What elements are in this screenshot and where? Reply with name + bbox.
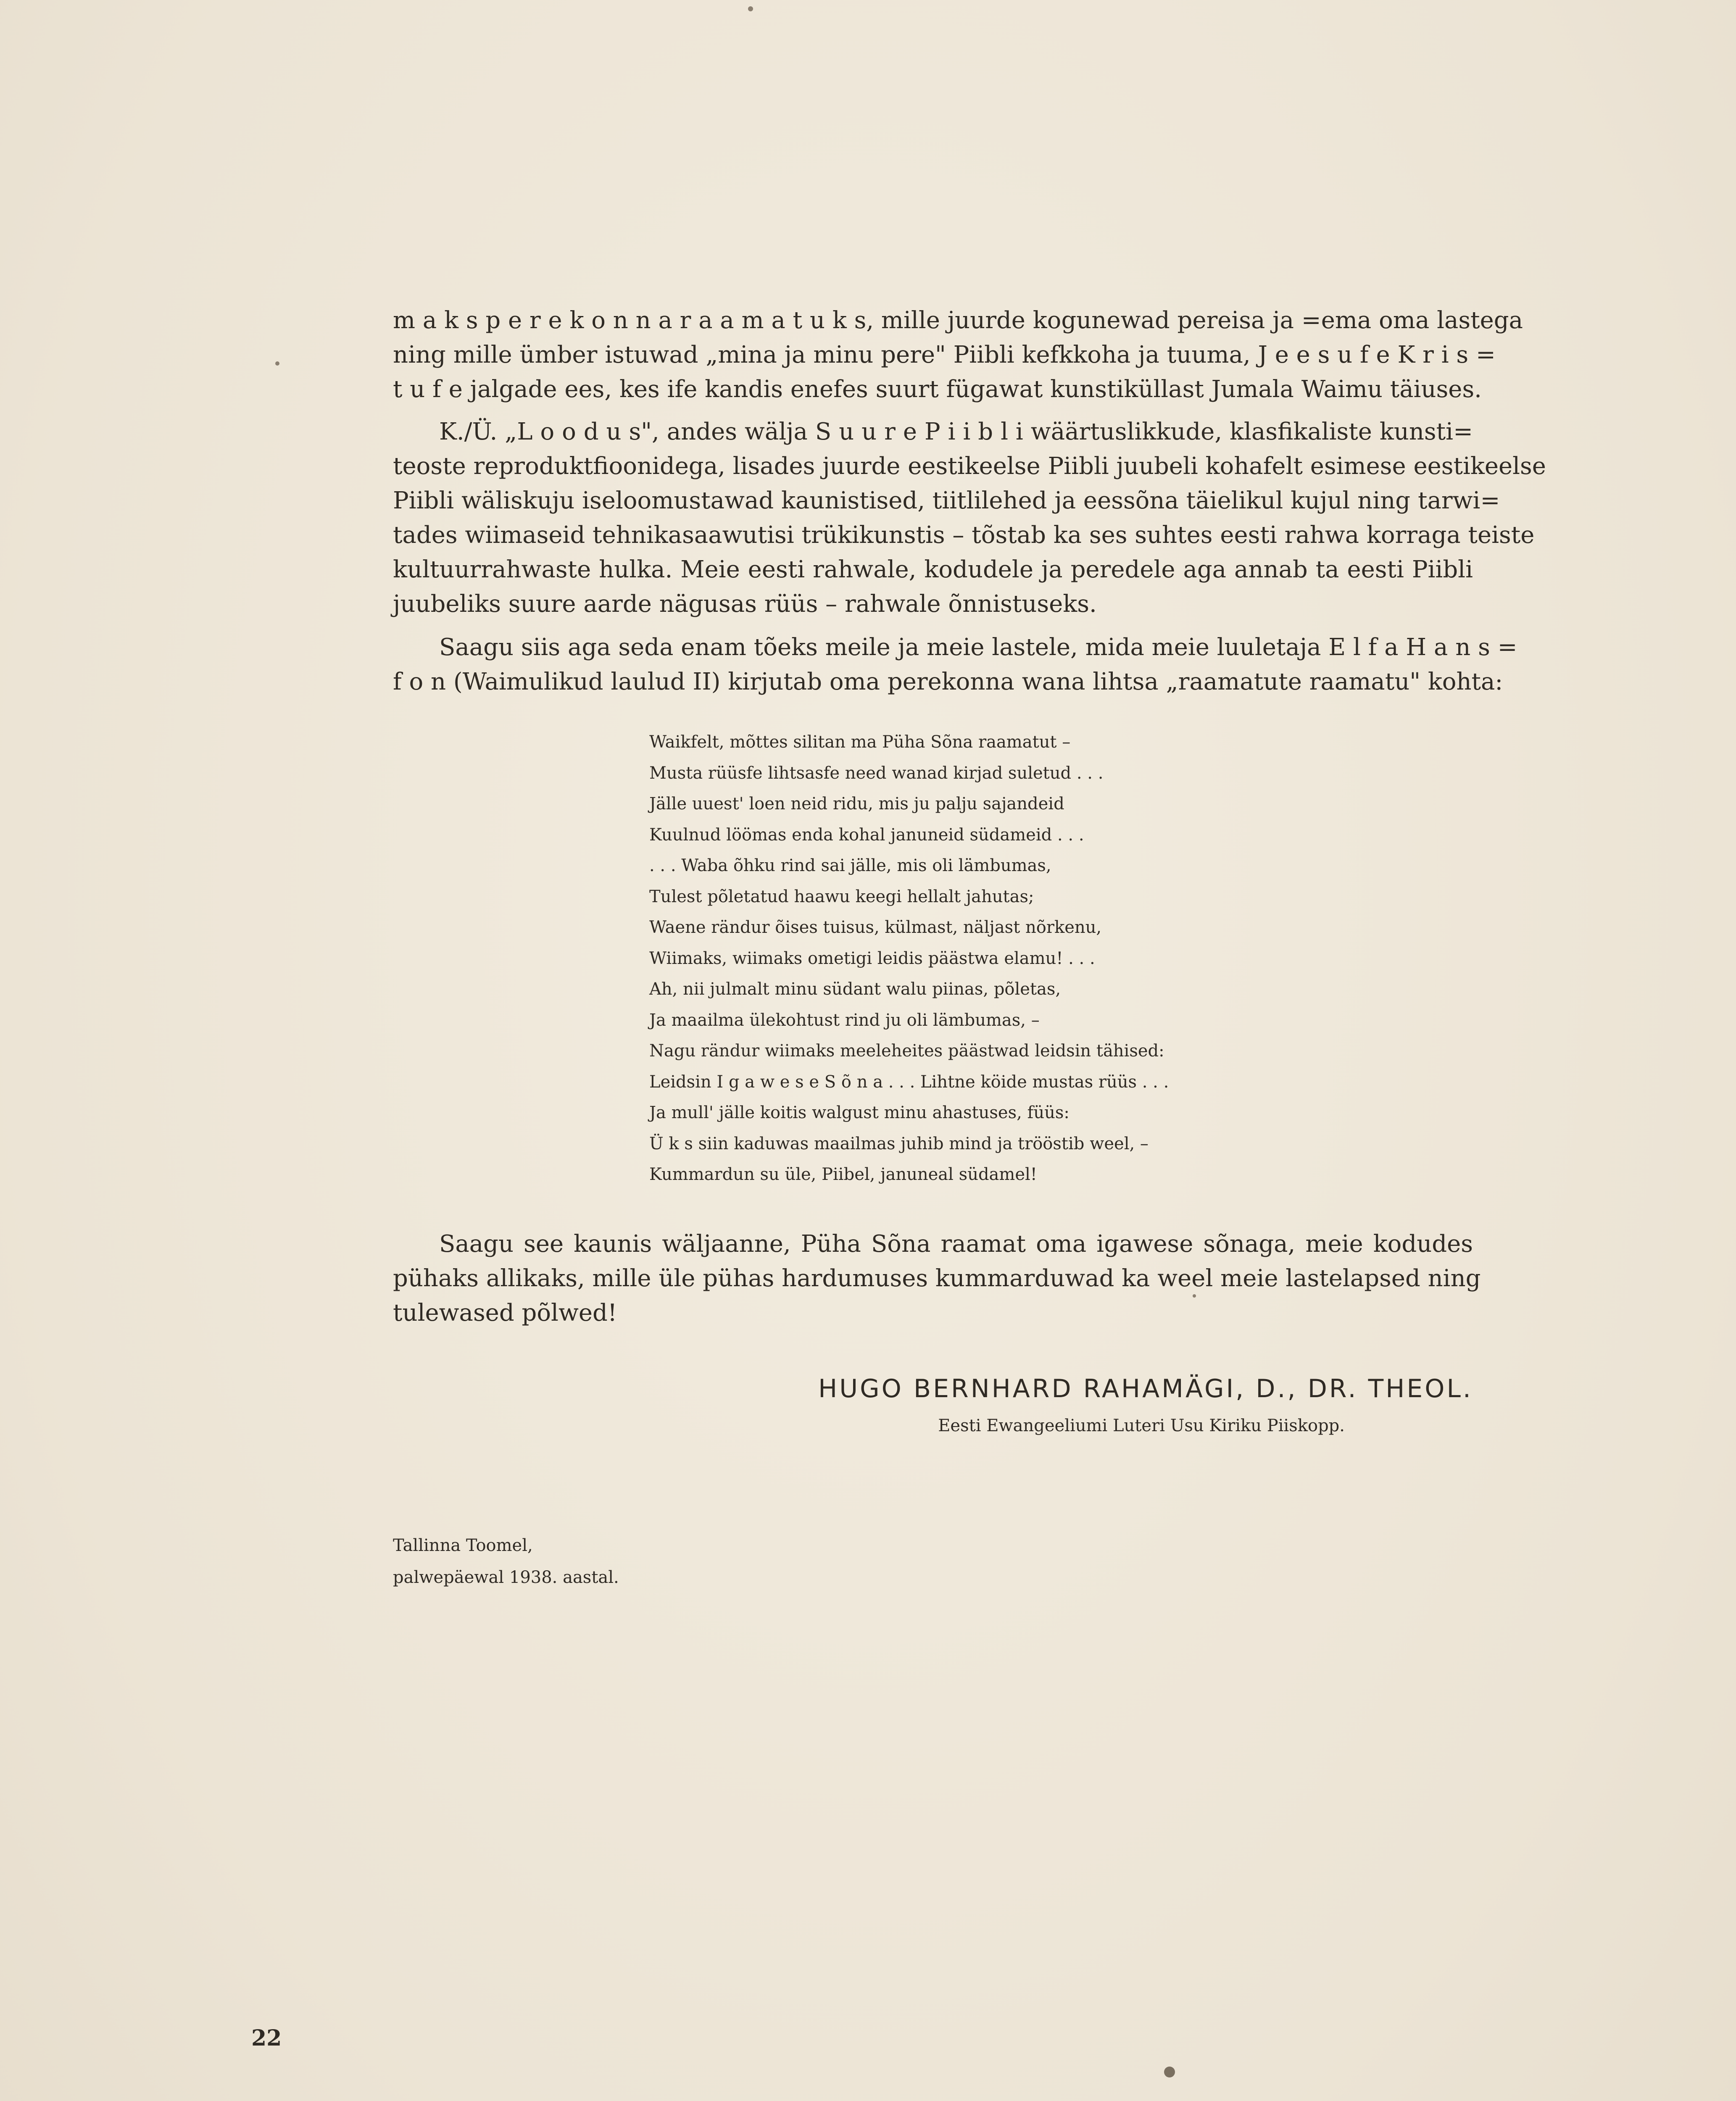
place-line: Tallinna Toomel, — [393, 1536, 533, 1555]
paper-speck — [275, 361, 279, 366]
poem-line: Ü k s siin kaduwas maailmas juhib mind ja trööstib weel, – — [649, 1134, 1149, 1153]
poem-line: Kuulnud löömas enda kohal januneid südameid . . . — [649, 825, 1084, 845]
poem — [649, 727, 1280, 1190]
place-date — [393, 1530, 619, 1593]
text-line: pühaks allikaks, mille üle pühas hardumuses kummarduwad ka weel meie lastelapsed ning — [393, 1265, 1481, 1292]
poem-line: . . . Waba õhku rind sai jälle, mis oli lämbumas, — [649, 856, 1051, 875]
poem-line: Tulest põletatud haawu keegi hellalt jahutas; — [649, 887, 1034, 906]
poem-line: Waikfelt, mõttes silitan ma Püha Sõna raamatut – — [649, 732, 1071, 752]
text-line: Saagu see kaunis wäljaanne, Püha Sõna raamat oma igawese sõnaga, meie kodudes — [439, 1230, 1473, 1258]
poem-line: Kummardun su üle, Piibel, januneal südamel! — [649, 1165, 1037, 1184]
text-line: ning mille ümber istuwad „mina ja minu pere" Piibli kefkkoha ja tuuma, J e e s u f e K r i s = — [393, 341, 1496, 369]
text-line: K./Ü. „L o o d u s", andes wälja S u u r e P i i b l i wäärtuslikkude, klasfikaliste kunsti= — [439, 418, 1473, 445]
text-line: m a k s p e r e k o n n a r a a m a t u k s, mille juurde kogunewad pereisa ja =ema oma lastega — [393, 307, 1523, 334]
poem-line: Nagu rändur wiimaks meeleheites päästwad leidsin tähised: — [649, 1041, 1164, 1061]
date-line: palwepäewal 1938. aastal. — [393, 1568, 619, 1587]
poem-line: Leidsin I g a w e s e S õ n a . . . Lihtne köide mustas rüüs . . . — [649, 1072, 1169, 1092]
poem-line: Wiimaks, wiimaks ometigi leidis päästwa elamu! . . . — [649, 948, 1095, 968]
text-line: juubeliks suure aarde nägusas rüüs – rahwale õnnistuseks. — [393, 590, 1097, 618]
text-line: f o n (Waimulikud laulud II) kirjutab oma perekonna wana lihtsa „raamatute raamatu" kohta: — [393, 668, 1503, 695]
text-line: Saagu siis aga seda enam tõeks meile ja meie lastele, mida meie luuletaja E l f a H a n s = — [439, 634, 1517, 661]
poem-line: Ja maailma ülekohtust rind ju oli lämbumas, – — [649, 1010, 1040, 1030]
text-line: teoste reproduktfioonidega, lisades juurde eestikeelse Piibli juubeli kohafelt esimese eestikeelse — [393, 453, 1546, 480]
signature-title: Eesti Ewangeeliumi Luteri Usu Kiriku Piiskopp. — [938, 1416, 1345, 1435]
text-line: Piibli wäliskuju iseloomustawad kaunistised, tiitlilehed ja eessõna täielikul kujul ning tarwi= — [393, 487, 1500, 514]
page-number: 22 — [251, 2025, 282, 2051]
closing-paragraph — [393, 1227, 1481, 1330]
text-line: t u f e jalgade ees, kes ife kandis enefes suurt fügawat kunstiküllast Jumala Waimu täiuses. — [393, 376, 1482, 403]
poem-line: Musta rüüsfe lihtsasfe need wanad kirjad suletud . . . — [649, 763, 1104, 783]
poem-line: Ja mull' jälle koitis walgust minu ahastuses, füüs: — [649, 1103, 1070, 1122]
text-line: kultuurrahwaste hulka. Meie eesti rahwale, kodudele ja peredele aga annab ta eesti Piibli — [393, 556, 1473, 583]
paper-speck — [748, 6, 753, 11]
paragraph-3 — [393, 630, 1517, 699]
poem-line: Waene rändur õises tuisus, külmast, näljast nõrkenu, — [649, 918, 1102, 937]
poem-line: Jälle uuest' loen neid ridu, mis ju palju sajandeid — [649, 794, 1064, 814]
poem-line: Ah, nii julmalt minu südant walu piinas, põletas, — [649, 979, 1061, 999]
signature-name: HUGO BERNHARD RAHAMÄGI, D., DR. THEOL. — [818, 1374, 1473, 1403]
text-line: tades wiimaseid tehnikasaawutisi trükikunstis – tõstab ka ses suhtes eesti rahwa korraga teiste — [393, 521, 1535, 549]
paragraph-2 — [393, 415, 1546, 621]
paragraph-1 — [393, 303, 1523, 407]
paper-speck — [1164, 2067, 1175, 2077]
text-line: tulewased põlwed! — [393, 1299, 617, 1327]
